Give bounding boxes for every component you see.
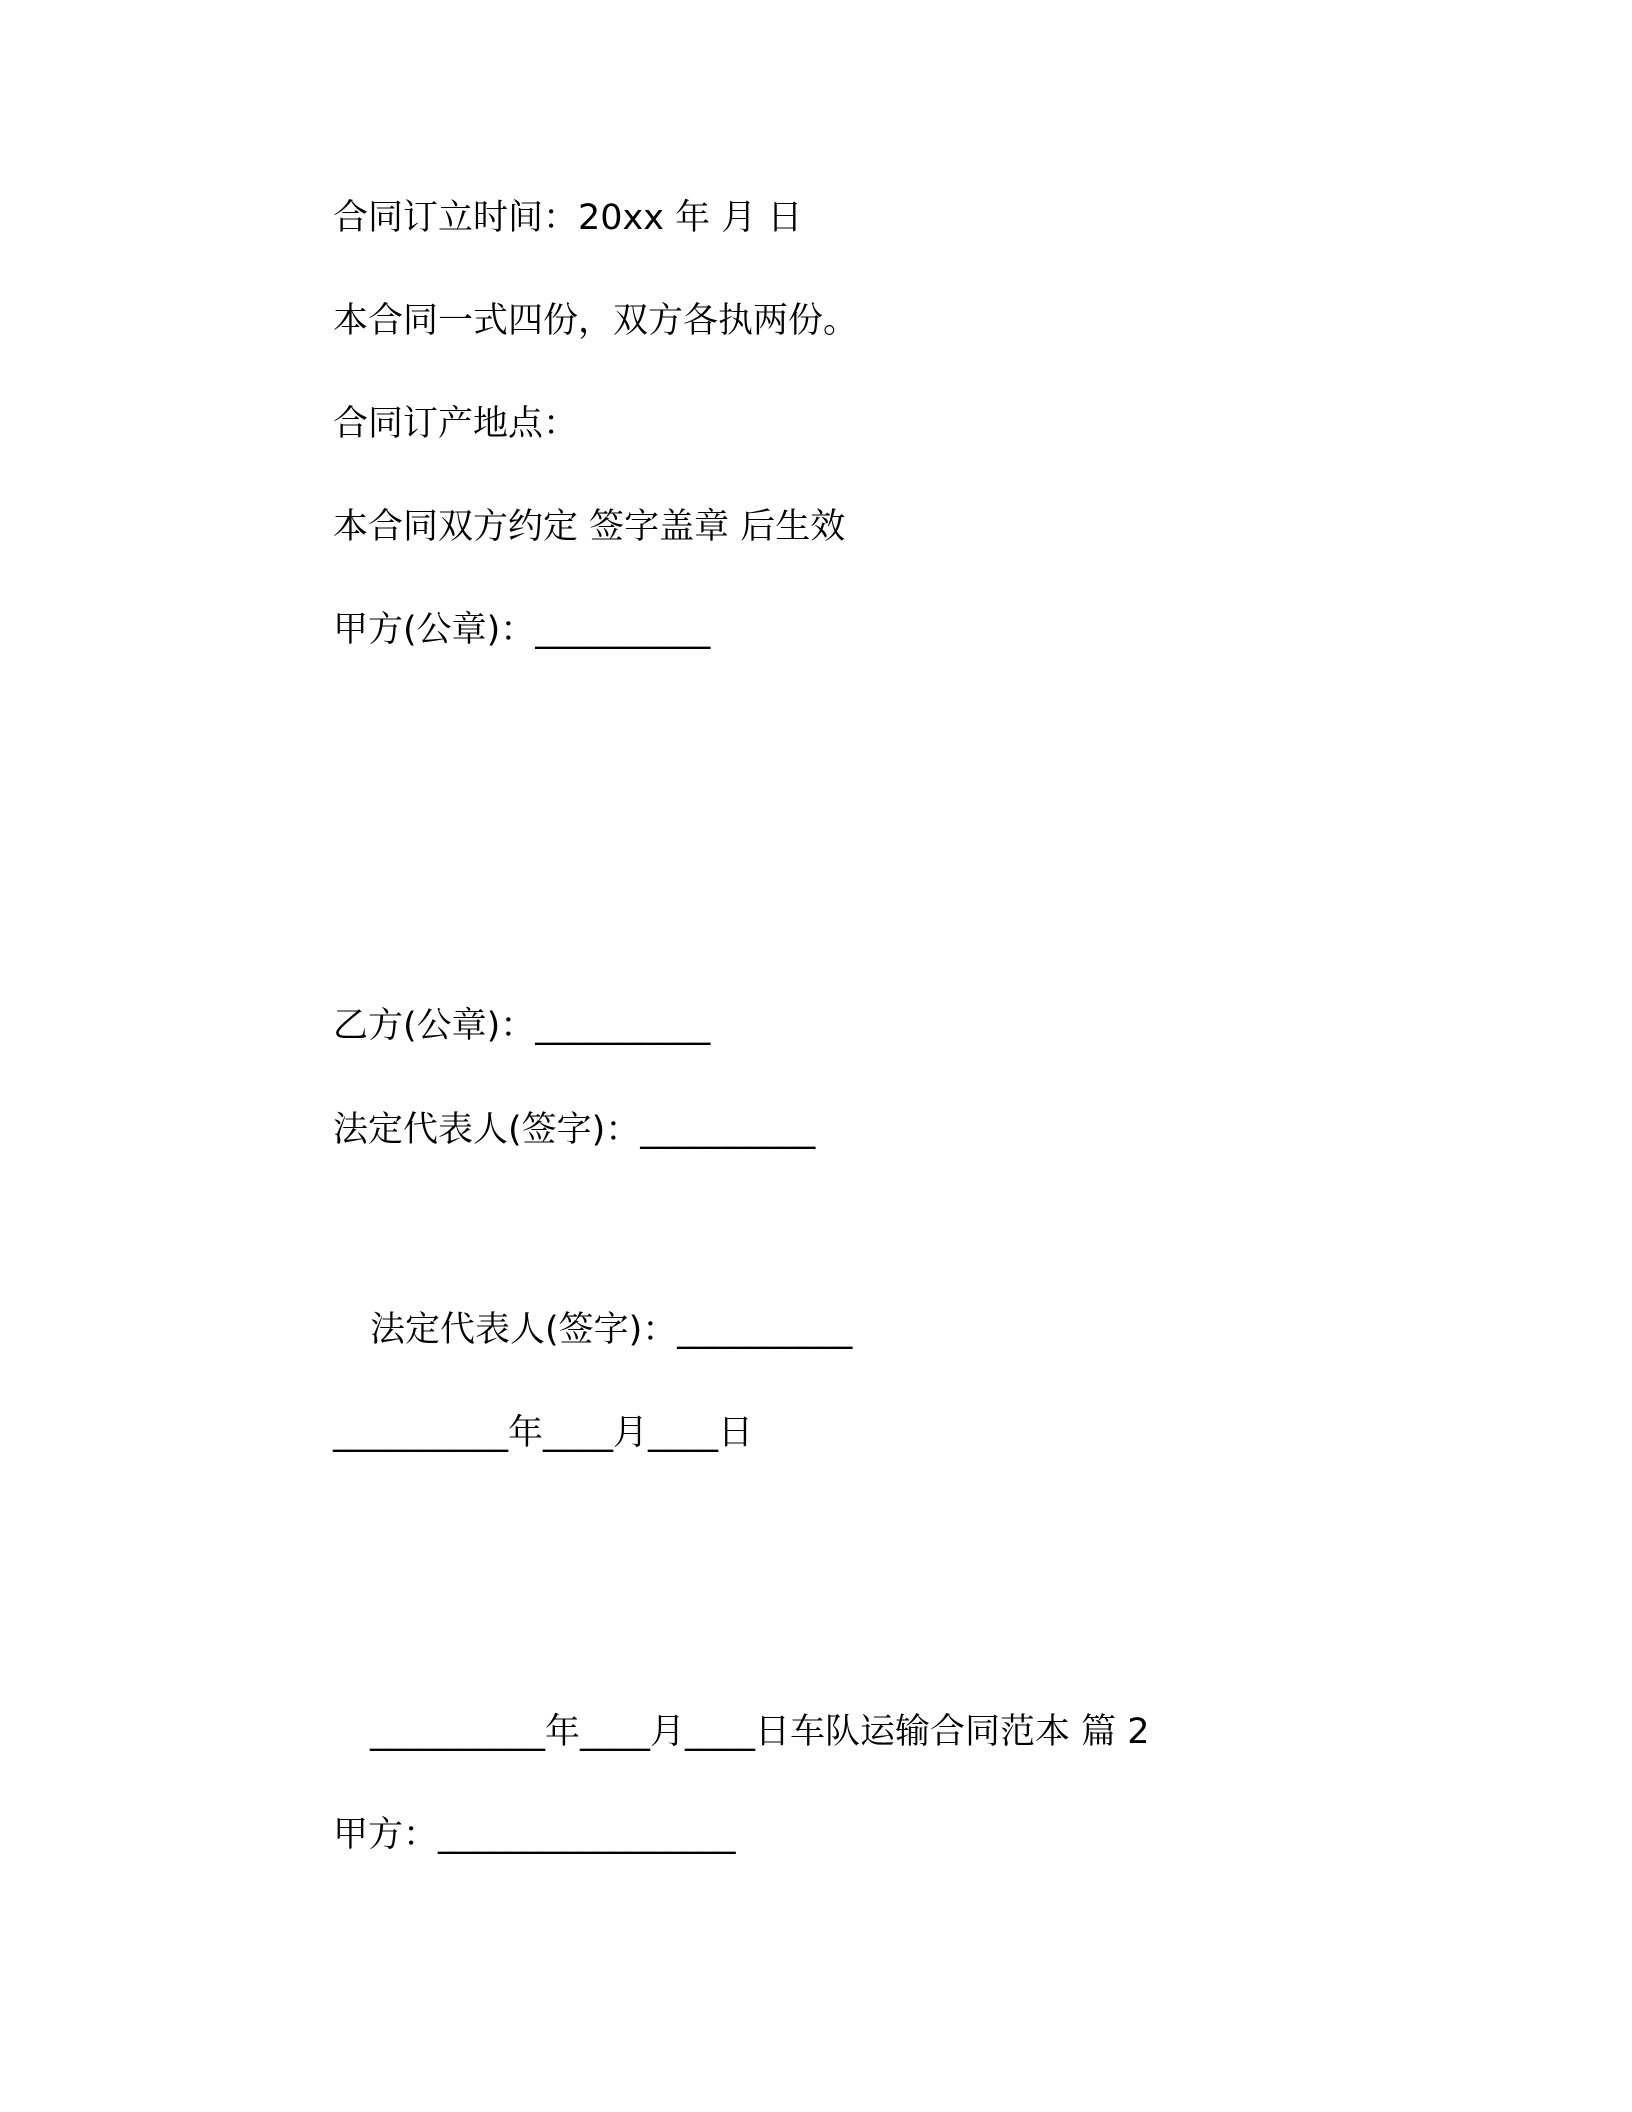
party-b-seal-line: 乙方(公章)：__________ <box>333 1006 711 1046</box>
party-a-seal-line: 甲方(公章)：__________ <box>333 610 711 650</box>
contract-location-line: 合同订产地点： <box>333 404 579 444</box>
legal-rep-signature-line-2: 法定代表人(签字)：__________ <box>370 1310 853 1350</box>
date-blank-line: __________年____月____日 <box>333 1413 754 1453</box>
contract-date-line: 合同订立时间：20xx 年 月 日 <box>333 198 803 238</box>
copies-clause: 本合同一式四份，双方各执两份。 <box>333 301 859 341</box>
effective-clause: 本合同双方约定 签字盖章 后生效 <box>333 507 846 547</box>
section-2-heading: __________年____月____日车队运输合同范本 篇 2 <box>370 1712 1150 1752</box>
legal-rep-signature-line-1: 法定代表人(签字)：__________ <box>333 1110 816 1150</box>
party-a-line: 甲方：_________________ <box>333 1815 736 1855</box>
